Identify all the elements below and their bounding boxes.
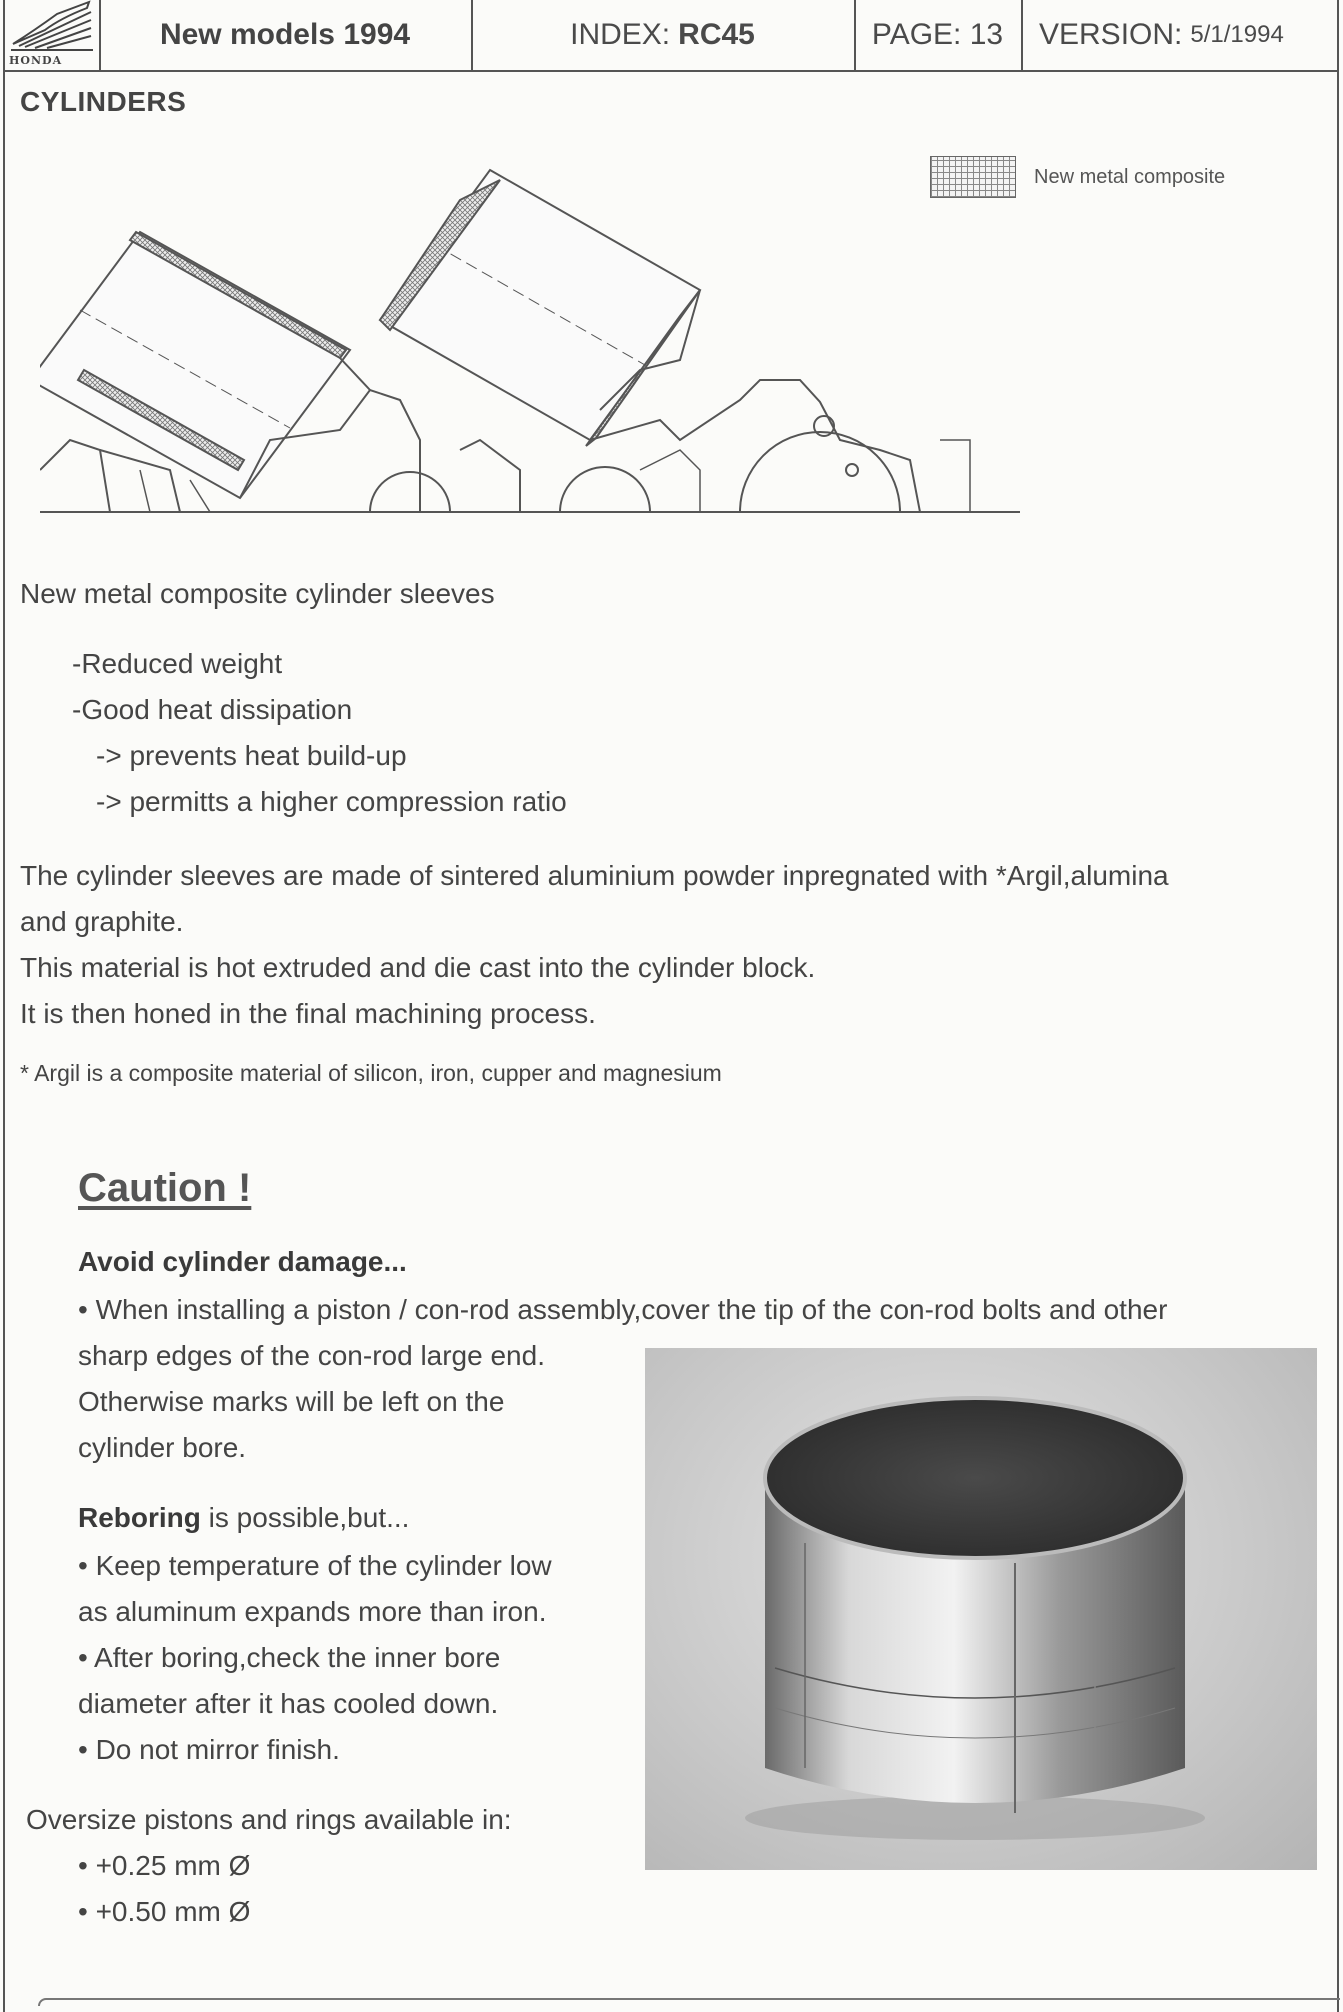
left-cylinder-sleeve	[40, 232, 350, 498]
description-line: This material is hot extruded and die cast into the cylinder block.	[20, 952, 816, 983]
cylinder-sleeve-photo	[645, 1348, 1317, 1870]
reboring-bold: Reboring	[78, 1502, 201, 1533]
description-line: The cylinder sleeves are made of sintered aluminium powder inpregnated with *Argil,alumina	[20, 860, 1169, 891]
reboring-line: as aluminum expands more than iron.	[78, 1596, 547, 1627]
right-cylinder-sleeve	[380, 170, 700, 446]
damage-line: Otherwise marks will be left on the	[78, 1386, 505, 1417]
page-border-left	[3, 0, 5, 2012]
damage-line: sharp edges of the con-rod large end.	[78, 1340, 545, 1371]
composite-hatch-swatch	[930, 156, 1016, 198]
legend-label: New metal composite	[1034, 165, 1226, 188]
reboring-line: • After boring,check the inner bore	[78, 1642, 501, 1673]
intro-bullet: -Reduced weight	[72, 648, 283, 679]
reboring-line: • Do not mirror finish.	[78, 1734, 340, 1765]
oversize-item: • +0.50 mm Ø	[78, 1896, 251, 1927]
header-bar	[3, 0, 1338, 72]
header-version	[1021, 0, 1343, 70]
intro-heading: New metal composite cylinder sleeves	[20, 578, 495, 609]
bottom-rule	[38, 1998, 1340, 2006]
footnote: * Argil is a composite material of silicon, iron, cupper and magnesium	[20, 1060, 722, 1086]
oversize-heading: Oversize pistons and rings available in:	[26, 1804, 512, 1835]
header-index	[471, 0, 856, 70]
section-title: CYLINDERS	[20, 86, 187, 117]
cylinder-block-diagram	[40, 140, 1030, 520]
header-title: New models 1994	[99, 0, 473, 70]
honda-logo	[3, 0, 101, 70]
damage-line: cylinder bore.	[78, 1432, 247, 1463]
honda-logo-text: HONDA	[9, 54, 63, 67]
header-index-value: RC45	[678, 18, 755, 51]
intro-bullet: -> prevents heat build-up	[96, 740, 407, 771]
header-page: PAGE: 13	[854, 0, 1023, 70]
damage-heading: Avoid cylinder damage...	[78, 1246, 407, 1277]
header-index-label: INDEX:	[570, 18, 671, 51]
reboring-heading	[78, 1502, 409, 1534]
damage-line: • When installing a piston / con-rod assembly,cover the tip of the con-rod bolts and other	[78, 1294, 1168, 1325]
description-line: It is then honed in the final machining process.	[20, 998, 596, 1029]
reboring-line: diameter after it has cooled down.	[78, 1688, 499, 1719]
oversize-item: • +0.25 mm Ø	[78, 1850, 251, 1881]
honda-wing-icon	[5, 0, 95, 60]
cylinder-sleeve-image	[645, 1348, 1317, 1870]
page-border-right	[1337, 0, 1339, 2012]
reboring-line: • Keep temperature of the cylinder low	[78, 1550, 552, 1581]
reboring-rest: is possible,but...	[200, 1502, 410, 1533]
diagram-legend	[930, 156, 1225, 198]
description-line: and graphite.	[20, 906, 184, 937]
caution-title: Caution !	[78, 1166, 252, 1210]
header-version-label: VERSION:	[1039, 18, 1183, 51]
header-version-date: 5/1/1994	[1190, 21, 1284, 48]
intro-bullet: -> permitts a higher compression ratio	[96, 786, 567, 817]
intro-bullet: -Good heat dissipation	[72, 694, 353, 725]
